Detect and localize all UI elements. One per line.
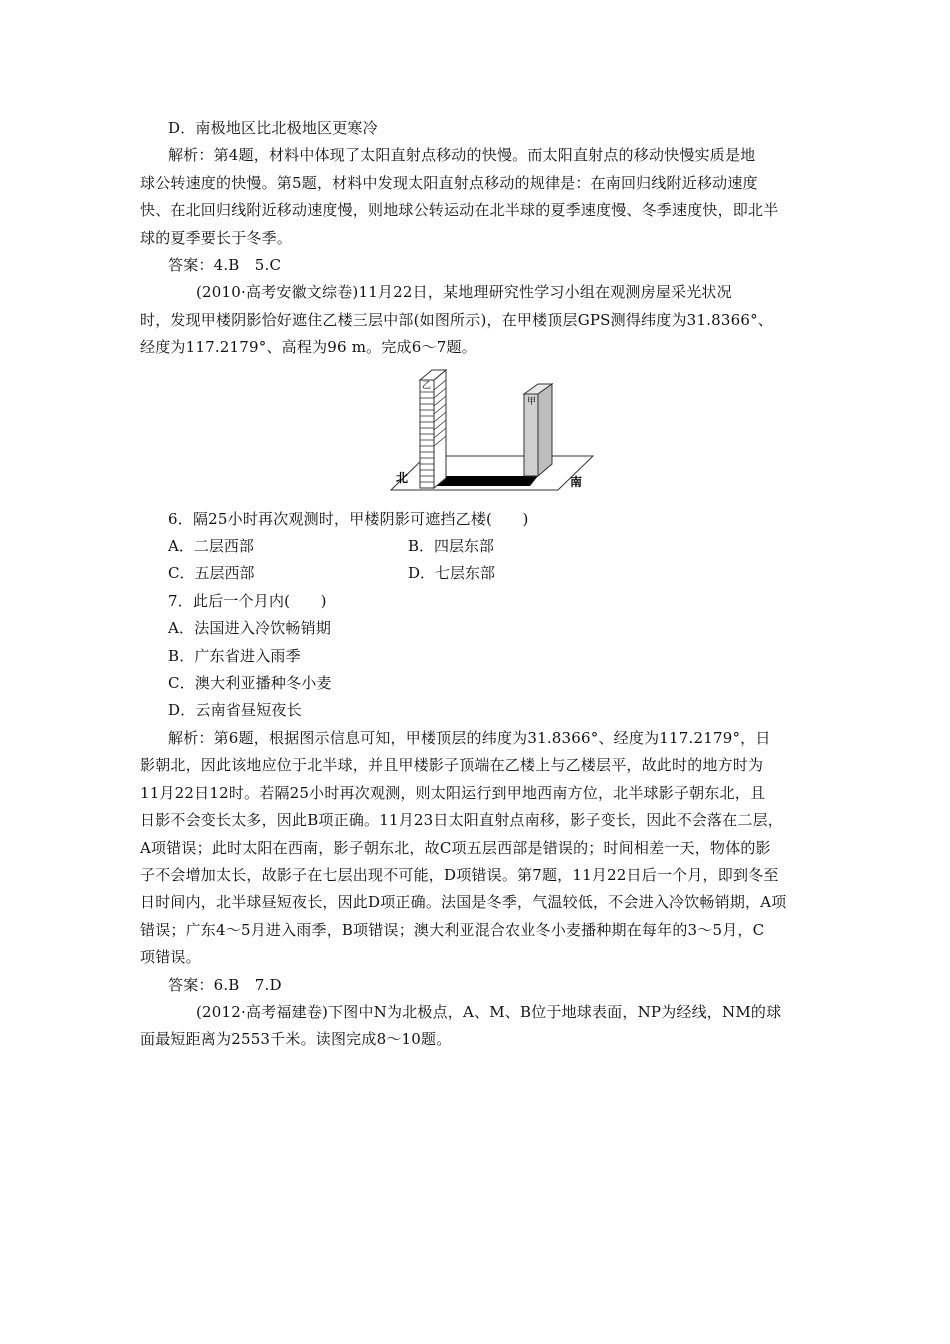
analysis-line: 11月22日12时。若隔25小时再次观测，则太阳运行到甲地西南方位，北半球影子朝东北，且 bbox=[140, 783, 766, 802]
analysis-line: 影朝北，因此该地应位于北半球，并且甲楼影子顶端在乙楼上与乙楼层平，故此时的地方时为 bbox=[140, 756, 764, 775]
option-c: C．五层西部 bbox=[168, 564, 255, 583]
analysis-line: A项错误；此时太阳在西南，影子朝东北，故C项五层西部是错误的；时间相差一天，物体的影 bbox=[140, 838, 771, 857]
option-b: B．广东省进入雨季 bbox=[168, 646, 301, 665]
label-jia: 甲 bbox=[527, 396, 537, 407]
stem-line: 时，发现甲楼阴影恰好遮住乙楼三层中部(如图所示)，在甲楼顶层GPS测得纬度为31.8366°、 bbox=[140, 310, 773, 329]
answer-4-5: 答案：4.B 5.C bbox=[168, 256, 282, 275]
analysis-line: 错误；广东4～5月进入雨季，B项错误；澳大利亚混合农业冬小麦播种期在每年的3～5月，C bbox=[140, 920, 765, 939]
answer-6-7: 答案：6.B 7.D bbox=[168, 975, 282, 994]
question-6-stem: 6．隔25小时再次观测时，甲楼阴影可遮挡乙楼( ) bbox=[168, 509, 529, 528]
option-d-previous: D．南极地区比北极地区更寒冷 bbox=[168, 119, 378, 137]
stem-line: 面最短距离为2553千米。读图完成8～10题。 bbox=[140, 1030, 452, 1049]
label-yi: 乙 bbox=[422, 380, 432, 391]
analysis-4-5 bbox=[140, 142, 820, 252]
question-7-stem: 7．此后一个月内( ) bbox=[168, 591, 327, 610]
question-6-options-row-1 bbox=[140, 533, 820, 560]
analysis-line: 解析：第4题，材料中体现了太阳直射点移动的快慢。而太阳直射点的移动快慢实质是地 bbox=[168, 146, 756, 165]
question-6-options-row-2 bbox=[140, 560, 820, 587]
question-stem-6-7 bbox=[140, 279, 820, 361]
analysis-line: 解析：第6题，根据图示信息可知，甲楼顶层的纬度为31.8366°、经度为117.2179°，日 bbox=[168, 728, 771, 747]
question-stem-8-10 bbox=[140, 999, 820, 1054]
analysis-line: 日影不会变长太多，因此B项正确。11月23日太阳直射点南移，影子变长，因此不会落在二层， bbox=[140, 811, 784, 830]
analysis-line: 球公转速度的快慢。第5题，材料中发现太阳直射点移动的规律是：在南回归线附近移动速度 bbox=[140, 173, 758, 192]
analysis-line: 子不会增加太长，故影子在七层出现不可能，D项错误。第7题，11月22日后一个月，即到冬至 bbox=[140, 865, 779, 884]
analysis-line: 球的夏季要长于冬季。 bbox=[140, 228, 293, 247]
option-b: B．四层东部 bbox=[408, 537, 495, 556]
option-c: C．澳大利亚播种冬小麦 bbox=[168, 674, 332, 693]
building-shadow-figure bbox=[140, 364, 820, 502]
label-south: 南 bbox=[570, 474, 583, 489]
analysis-line: 日时间内，北半球昼短夜长，因此D项正确。法国是冬季，气温较低，不会进入冷饮畅销期，A项 bbox=[140, 893, 787, 912]
option-a: A．法国进入冷饮畅销期 bbox=[168, 619, 332, 638]
stem-line: (2010·高考安徽文综卷)11月22日，某地理研究性学习小组在观测房屋采光状况 bbox=[196, 283, 732, 302]
building-diagram bbox=[388, 364, 600, 500]
label-north: 北 bbox=[396, 470, 409, 485]
option-d: D．七层东部 bbox=[408, 564, 496, 583]
analysis-line: 快、在北回归线附近移动速度慢，则地球公转运动在北半球的夏季速度慢、冬季速度快，即北半 bbox=[140, 201, 779, 220]
option-d: D．云南省昼短夜长 bbox=[168, 701, 302, 720]
stem-line: 经度为117.2179°、高程为96 m。完成6～7题。 bbox=[140, 338, 477, 357]
stem-line: (2012·高考福建卷)下图中N为北极点，A、M、B位于地球表面，NP为经线，NM的球 bbox=[196, 1002, 782, 1021]
analysis-6-7 bbox=[140, 725, 820, 972]
document-page bbox=[140, 115, 820, 1054]
option-a: A．二层西部 bbox=[168, 537, 254, 556]
analysis-line: 项错误。 bbox=[140, 948, 201, 967]
